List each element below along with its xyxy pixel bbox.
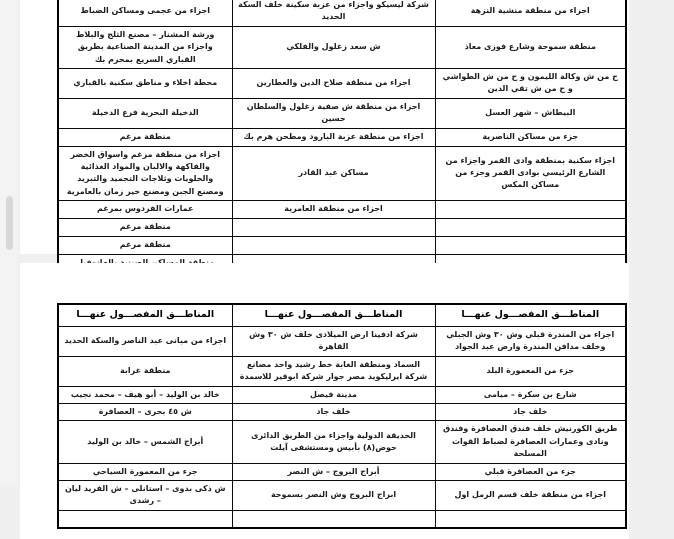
- table-cell: جزء من المعمورة السياحي: [58, 463, 232, 480]
- table-cell: خلف جاد: [232, 403, 435, 420]
- table-cell: طريق الكورنيش خلف فندق العصافرة وفندق ونادى وعمارات العصافرة لضباط القوات المسلحة: [435, 421, 626, 463]
- table-row: [58, 510, 626, 528]
- table-cell: ابراج البروج وش النصر بسموحة: [232, 480, 435, 510]
- page-scrollbar-thumb[interactable]: [6, 196, 13, 250]
- table-row: [58, 356, 626, 386]
- table-cell: اجزاء من مبانى عبد الناصر والسكة الحديد: [58, 327, 232, 357]
- table-cell: أبراج البروج – ش النصر: [232, 463, 435, 480]
- table-cell: اجزاء من منطقة خلف قسم الرمل اول: [435, 480, 626, 510]
- table-cell: منطقة مرغم: [58, 219, 232, 237]
- table-row: [58, 128, 626, 146]
- table-row: [58, 237, 626, 255]
- table-cell: محطة اخلاء و مناطق سكنية بالقباري: [58, 68, 232, 98]
- table-cell: خلف جاد: [435, 403, 626, 420]
- table-cell: جزء من مساكن الناصرية: [435, 128, 626, 146]
- table-cell: اجزاء سكنية بمنطقة وادى القمر واجزاء من الشارع الرئيسي بوادى القمر وجزء من مساكن المكس: [435, 146, 626, 201]
- table-cell: ش ٤٥ بحرى – العصافرة: [58, 403, 232, 420]
- table-cell: [435, 510, 626, 528]
- table-row: [58, 0, 626, 26]
- table-cell: [232, 510, 435, 528]
- table-cell: شركة ليسيكو واجزاء من عزبة سكينة خلف السكة الحديد: [232, 0, 435, 26]
- table-cell: الحديقة الدولية واجزاء من الطريق الدائرى حوض(٨) بأبيس ومستشفى آيلت: [232, 421, 435, 463]
- table-cell: منطقة مرغم: [58, 128, 232, 146]
- table-row: [58, 421, 626, 463]
- table-cell: [58, 510, 232, 528]
- separated-areas-table-bottom: [57, 303, 627, 529]
- table-cell: اجزاء من منطقة العامرية: [232, 201, 435, 219]
- table-cell: خالد بن الوليد – أبو هيف – محمد نجيب: [58, 386, 232, 403]
- table-cell: اجزاء من المندرة قبلي وش ٣٠ وش الجبلي وخلف مدافن المندرة وارض عبد الجواد: [435, 327, 626, 357]
- table-cell: اجزاء من منطقة صلاح الدين والعطارين: [232, 68, 435, 98]
- table-header-cell: المناطـــق المفصـــول عنهـــا: [58, 304, 232, 327]
- table-cell: مدينة فيصل: [232, 386, 435, 403]
- table-cell: ح من ش وكالة الليمون و ح من ش الطواشي و ح من ش تقي الدين: [435, 68, 626, 98]
- table-row: [58, 219, 626, 237]
- page-scrollbar-track[interactable]: [0, 0, 18, 485]
- table-cell: [435, 237, 626, 255]
- document-image-bottom: [20, 263, 629, 539]
- table-cell: اجزاء من منطقة مرغم واسواق الخضر والفاكهة والالبان والمواد الغذائية والحلويات وثلاجات التجميد والتبريد ومصنع الجبن ومصنع خير زمان بالعامرية: [58, 146, 232, 201]
- table-cell: [232, 237, 435, 255]
- table-row: [58, 403, 626, 420]
- table-cell: منطقة غرابة: [58, 356, 232, 386]
- table-row: [58, 386, 626, 403]
- table-cell: اجزاء من عجمى ومساكن الضباط: [58, 0, 232, 26]
- table-cell: منطقة مرغم: [58, 237, 232, 255]
- table-cell: السماد ومنطقة الغابة خط رشيد واحد مصانع شركة ايرليكويد مصر جوار شركة ابوقير للاسمدة: [232, 356, 435, 386]
- table-cell: شركة ادفينا ارض الميلادى خلف ش ٣٠ وش القاهرة: [232, 327, 435, 357]
- separated-areas-table-top: [57, 0, 627, 298]
- table-row: [58, 26, 626, 68]
- table-cell: [435, 219, 626, 237]
- table-cell: مساكن عبد القادر: [232, 146, 435, 201]
- table-cell: اجزاء من منطقة ش صفية زغلول والسلطان حسين: [232, 98, 435, 128]
- table-cell: جزء من المعمورة البلد: [435, 356, 626, 386]
- table-cell: البيطاش – شهر العسل: [435, 98, 626, 128]
- table-row: [58, 68, 626, 98]
- table-cell: عمارات الفردوس بمرغم: [58, 201, 232, 219]
- table-cell: جزء من العصافرة قبلي: [435, 463, 626, 480]
- table-cell: [232, 219, 435, 237]
- table-row: [58, 327, 626, 357]
- table-cell: ش ذكى بدوى – استانلى – ش الفريد ليان – رشدى: [58, 480, 232, 510]
- table-cell: منطقة سموحة وشارع فوزى معاذ: [435, 26, 626, 68]
- table-row: [58, 98, 626, 128]
- table-cell: اجزاء من منطقة عزبة البارود ومطحن هرم بك: [232, 128, 435, 146]
- table-row: [58, 201, 626, 219]
- table-row: [58, 146, 626, 201]
- table-cell: اجزاء من منطقة منشية النزهة: [435, 0, 626, 26]
- table-row: [58, 463, 626, 480]
- table-body: [58, 0, 626, 297]
- table-header: [58, 304, 626, 327]
- table-header-cell: المناطـــق المفصـــول عنهـــا: [232, 304, 435, 327]
- table-cell: [435, 201, 626, 219]
- table-header-cell: المناطـــق المفصـــول عنهـــا: [435, 304, 626, 327]
- table-cell: أبراج الشمس – خالد بن الوليد: [58, 421, 232, 463]
- table-cell: الدخيلة البحرية فرع الدخيلة: [58, 98, 232, 128]
- table-row: [58, 480, 626, 510]
- table-cell: ورشة المشنار – مصنع الثلج والبلاط واجزاء من المدينة الصناعية بطريق القباري السريع بمحرم بك: [58, 26, 232, 68]
- table-body: [58, 327, 626, 528]
- table-cell: شارع بن سكرة – ميامى: [435, 386, 626, 403]
- table-header-row: [58, 304, 626, 327]
- document-image-top: [20, 0, 629, 254]
- table-cell: ش سعد زغلول والفلكي: [232, 26, 435, 68]
